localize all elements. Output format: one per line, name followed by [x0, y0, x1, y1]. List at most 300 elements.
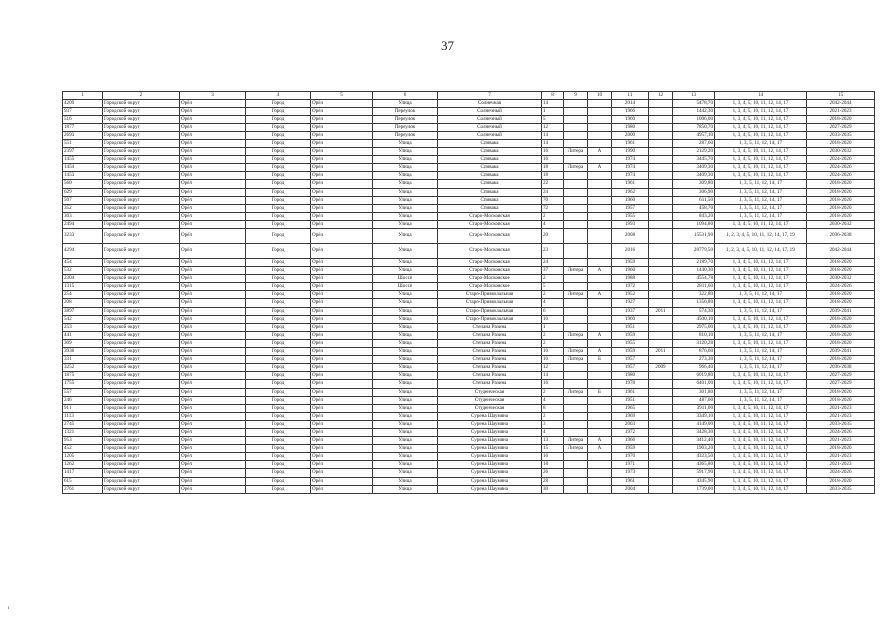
cell-area: 3120,28: [673, 339, 715, 347]
cell-house-number: 10: [542, 348, 564, 356]
cell-work-types: 1, 3, 4, 5, 10, 11, 12, 14, 17: [715, 156, 807, 164]
cell-area: 322,80: [673, 291, 715, 299]
cell-street-type: Шоссе: [373, 283, 438, 291]
cell-work-types: 1, 3, 5, 11, 12, 14, 17: [715, 196, 807, 204]
cell-repair-period: 2018-2020: [807, 445, 875, 453]
cell-settlement-type: Город: [246, 164, 311, 172]
cell-reconstruction-year: [649, 267, 673, 275]
cell-object-id: 253: [63, 323, 103, 331]
cell-work-types: 1, 3, 4, 5, 10, 11, 12, 14, 17: [715, 99, 807, 107]
cell-reconstruction-year: [649, 420, 673, 428]
cell-house-number: 13: [542, 437, 564, 445]
cell-municipality-name: Орёл: [180, 229, 246, 244]
cell-letter-type: Литера: [564, 437, 588, 445]
table-row: [63, 412, 875, 420]
cell-reconstruction-year: [649, 259, 673, 267]
cell-letter-type: [564, 404, 588, 412]
cell-object-id: 2494: [63, 220, 103, 228]
cell-settlement-name: Орёл: [311, 331, 373, 339]
cell-municipality-name: Орёл: [180, 428, 246, 436]
cell-house-number: 23: [542, 244, 564, 259]
table-row: [63, 315, 875, 323]
cell-work-types: 1, 3, 4, 5, 10, 11, 12, 14, 17: [715, 123, 807, 131]
cell-municipality-name: Орёл: [180, 139, 246, 147]
cell-municipality-name: Орёл: [180, 196, 246, 204]
cell-street-name: Солнечный: [438, 107, 542, 115]
cell-municipality-name: Орёл: [180, 275, 246, 283]
cell-area: 4345,90: [673, 477, 715, 485]
cell-municipality-type: Городской округ: [103, 204, 180, 212]
cell-settlement-name: Орёл: [311, 348, 373, 356]
cell-repair-period: 2021-2023: [807, 412, 875, 420]
cell-settlement-name: Орёл: [311, 283, 373, 291]
cell-street-type: Улица: [373, 364, 438, 372]
cell-settlement-name: Орёл: [311, 139, 373, 147]
cell-municipality-type: Городской округ: [103, 469, 180, 477]
cell-municipality-name: Орёл: [180, 291, 246, 299]
table-row: [63, 477, 875, 485]
cell-municipality-type: Городской округ: [103, 107, 180, 115]
cell-municipality-name: Орёл: [180, 299, 246, 307]
cell-municipality-name: Орёл: [180, 307, 246, 315]
cell-street-type: Улица: [373, 404, 438, 412]
cell-house-number: 16: [542, 453, 564, 461]
cell-letter-type: Литера: [564, 388, 588, 396]
cell-work-types: 1, 3, 4, 5, 10, 11, 12, 14, 17: [715, 220, 807, 228]
cell-work-types: 1, 3, 4, 5, 10, 11, 12, 14, 17: [715, 315, 807, 323]
cell-area: 3409,30: [673, 164, 715, 172]
cell-municipality-name: Орёл: [180, 412, 246, 420]
cell-street-name: Сурена Шаумяна: [438, 477, 542, 485]
cell-municipality-type: Городской округ: [103, 188, 180, 196]
cell-work-types: 1, 3, 4, 5, 10, 11, 12, 14, 17: [715, 299, 807, 307]
cell-build-year: 2014: [612, 99, 649, 107]
cell-letter: [588, 212, 612, 220]
cell-area: 4554,78: [673, 275, 715, 283]
cell-build-year: 1960: [612, 315, 649, 323]
cell-street-type: Улица: [373, 148, 438, 156]
cell-letter: [588, 196, 612, 204]
cell-area: 3412,40: [673, 437, 715, 445]
cell-house-number: 4: [542, 299, 564, 307]
cell-municipality-name: Орёл: [180, 180, 246, 188]
cell-municipality-name: Орёл: [180, 420, 246, 428]
cell-house-number: 18: [542, 164, 564, 172]
cell-house-number: 16: [542, 148, 564, 156]
cell-street-name: Спивака: [438, 204, 542, 212]
cell-repair-period: 2033-2035: [807, 420, 875, 428]
cell-reconstruction-year: [649, 372, 673, 380]
cell-build-year: 1959: [612, 331, 649, 339]
cell-settlement-name: Орёл: [311, 323, 373, 331]
cell-municipality-name: Орёл: [180, 283, 246, 291]
column-header-11: 11: [612, 92, 649, 100]
cell-area: 3911,00: [673, 404, 715, 412]
cell-house-number: 14: [542, 139, 564, 147]
cell-street-type: Улица: [373, 372, 438, 380]
cell-settlement-type: Город: [246, 356, 311, 364]
cell-letter-type: [564, 259, 588, 267]
cell-object-id: 1453: [63, 172, 103, 180]
cell-build-year: 1951: [612, 396, 649, 404]
cell-house-number: 2: [542, 331, 564, 339]
cell-settlement-name: Орёл: [311, 469, 373, 477]
column-header-3: 3: [180, 92, 246, 100]
cell-street-name: Старо-Привокзальная: [438, 307, 542, 315]
cell-object-id: 1454: [63, 164, 103, 172]
cell-settlement-name: Орёл: [311, 412, 373, 420]
cell-municipality-name: Орёл: [180, 164, 246, 172]
cell-house-number: 10: [542, 356, 564, 364]
cell-house-number: 6: [542, 307, 564, 315]
cell-reconstruction-year: [649, 148, 673, 156]
cell-house-number: 16: [542, 156, 564, 164]
cell-house-number: 2: [542, 212, 564, 220]
cell-municipality-name: Орёл: [180, 244, 246, 259]
cell-settlement-name: Орёл: [311, 204, 373, 212]
cell-letter-type: [564, 380, 588, 388]
cell-build-year: 1973: [612, 469, 649, 477]
cell-letter: [588, 453, 612, 461]
cell-reconstruction-year: [649, 323, 673, 331]
cell-object-id: 1205: [63, 453, 103, 461]
cell-street-name: Степана Разина: [438, 356, 542, 364]
cell-settlement-type: Город: [246, 348, 311, 356]
cell-municipality-name: Орёл: [180, 212, 246, 220]
cell-street-type: Переулок: [373, 107, 438, 115]
cell-area: 1442,30: [673, 107, 715, 115]
cell-repair-period: 2018-2020: [807, 139, 875, 147]
cell-municipality-type: Городской округ: [103, 283, 180, 291]
cell-build-year: 1974: [612, 172, 649, 180]
cell-reconstruction-year: [649, 204, 673, 212]
cell-build-year: 1959: [612, 445, 649, 453]
cell-reconstruction-year: [649, 437, 673, 445]
cell-street-name: Спивака: [438, 196, 542, 204]
cell-object-id: 560: [63, 180, 103, 188]
cell-settlement-type: Город: [246, 267, 311, 275]
column-header-6: 6: [373, 92, 438, 100]
cell-object-id: 1875: [63, 372, 103, 380]
cell-repair-period: 2024-2026: [807, 156, 875, 164]
cell-street-name: Сурена Шаумяна: [438, 445, 542, 453]
cell-municipality-type: Городской округ: [103, 115, 180, 123]
cell-settlement-type: Город: [246, 275, 311, 283]
cell-area: 309,80: [673, 180, 715, 188]
cell-work-types: 1, 3, 4, 5, 10, 11, 12, 14, 17: [715, 469, 807, 477]
cell-letter: [588, 469, 612, 477]
cell-municipality-type: Городской округ: [103, 380, 180, 388]
cell-settlement-name: Орёл: [311, 172, 373, 180]
cell-municipality-type: Городской округ: [103, 244, 180, 259]
cell-reconstruction-year: [649, 339, 673, 347]
table-row: [63, 437, 875, 445]
cell-settlement-type: Город: [246, 188, 311, 196]
cell-letter-type: [564, 283, 588, 291]
cell-settlement-type: Город: [246, 131, 311, 139]
cell-street-type: Переулок: [373, 123, 438, 131]
cell-letter-type: Литера: [564, 331, 588, 339]
cell-reconstruction-year: [649, 220, 673, 228]
table-row: [63, 420, 875, 428]
cell-street-type: Улица: [373, 339, 438, 347]
cell-reconstruction-year: [649, 469, 673, 477]
cell-municipality-name: Орёл: [180, 331, 246, 339]
cell-reconstruction-year: [649, 99, 673, 107]
cell-letter: [588, 275, 612, 283]
cell-reconstruction-year: [649, 356, 673, 364]
cell-letter: А: [588, 291, 612, 299]
cell-settlement-type: Город: [246, 204, 311, 212]
cell-build-year: 1969: [612, 412, 649, 420]
cell-repair-period: 2018-2020: [807, 331, 875, 339]
cell-object-id: 303: [63, 212, 103, 220]
cell-house-number: 2: [542, 412, 564, 420]
cell-settlement-type: Город: [246, 172, 311, 180]
cell-work-types: 1, 3, 4, 5, 10, 11, 12, 14, 17: [715, 380, 807, 388]
cell-object-id: 352: [63, 204, 103, 212]
cell-reconstruction-year: [649, 453, 673, 461]
cell-house-number: 2: [542, 275, 564, 283]
cell-letter-type: [564, 172, 588, 180]
cell-work-types: 1, 3, 4, 5, 10, 11, 12, 14, 17: [715, 283, 807, 291]
cell-area: 15531,90: [673, 229, 715, 244]
cell-street-type: Улица: [373, 348, 438, 356]
cell-repair-period: 2039-2041: [807, 348, 875, 356]
table-row: [63, 283, 875, 291]
cell-municipality-type: Городской округ: [103, 196, 180, 204]
cell-object-id: 1417: [63, 469, 103, 477]
cell-letter: [588, 244, 612, 259]
cell-repair-period: 2018-2020: [807, 212, 875, 220]
cell-letter-type: [564, 212, 588, 220]
cell-letter: [588, 428, 612, 436]
cell-municipality-type: Городской округ: [103, 348, 180, 356]
housing-register-table: [62, 91, 875, 494]
cell-build-year: 1961: [612, 477, 649, 485]
cell-municipality-name: Орёл: [180, 348, 246, 356]
cell-letter: [588, 131, 612, 139]
cell-letter-type: [564, 123, 588, 131]
cell-municipality-type: Городской округ: [103, 180, 180, 188]
cell-street-name: Старо-Московская: [438, 229, 542, 244]
cell-letter: А: [588, 437, 612, 445]
cell-work-types: 1, 3, 4, 5, 10, 11, 12, 14, 17: [715, 267, 807, 275]
cell-municipality-type: Городской округ: [103, 445, 180, 453]
cell-repair-period: 2018-2020: [807, 477, 875, 485]
cell-reconstruction-year: [649, 196, 673, 204]
cell-street-type: Улица: [373, 307, 438, 315]
cell-object-id: 441: [63, 331, 103, 339]
cell-repair-period: 2027-2029: [807, 123, 875, 131]
cell-street-name: Студенческая: [438, 396, 542, 404]
cell-object-id: 532: [63, 267, 103, 275]
cell-build-year: 1965: [612, 404, 649, 412]
cell-letter-type: [564, 115, 588, 123]
cell-municipality-name: Орёл: [180, 156, 246, 164]
cell-street-type: Улица: [373, 485, 438, 493]
cell-street-type: Переулок: [373, 131, 438, 139]
table-row: [63, 229, 875, 244]
cell-work-types: 1, 3, 4, 5, 10, 11, 12, 14, 17: [715, 445, 807, 453]
cell-house-number: 2: [542, 339, 564, 347]
cell-municipality-type: Городской округ: [103, 267, 180, 275]
cell-street-name: Старо-Московское: [438, 275, 542, 283]
cell-street-name: Студенческая: [438, 388, 542, 396]
cell-settlement-name: Орёл: [311, 477, 373, 485]
table-row: [63, 299, 875, 307]
cell-street-type: Улица: [373, 388, 438, 396]
cell-settlement-name: Орёл: [311, 267, 373, 275]
cell-settlement-name: Орёл: [311, 404, 373, 412]
cell-house-number: 5: [542, 283, 564, 291]
cell-reconstruction-year: [649, 180, 673, 188]
cell-repair-period: 2018-2020: [807, 315, 875, 323]
cell-street-name: Спивака: [438, 188, 542, 196]
cell-build-year: 1959: [612, 348, 649, 356]
cell-municipality-type: Городской округ: [103, 259, 180, 267]
cell-letter: [588, 339, 612, 347]
cell-house-number: 14: [542, 99, 564, 107]
table-row: [63, 275, 875, 283]
cell-build-year: 2008: [612, 229, 649, 244]
column-header-8: 8: [542, 92, 564, 100]
cell-municipality-name: Орёл: [180, 339, 246, 347]
cell-municipality-type: Городской округ: [103, 172, 180, 180]
cell-settlement-name: Орёл: [311, 244, 373, 259]
cell-municipality-type: Городской округ: [103, 307, 180, 315]
cell-reconstruction-year: [649, 115, 673, 123]
cell-object-id: 507: [63, 196, 103, 204]
cell-repair-period: 2018-2020: [807, 356, 875, 364]
cell-letter-type: [564, 372, 588, 380]
cell-settlement-type: Город: [246, 315, 311, 323]
cell-municipality-name: Орёл: [180, 99, 246, 107]
cell-letter: [588, 307, 612, 315]
table-row: [63, 307, 875, 315]
cell-letter-type: [564, 156, 588, 164]
cell-settlement-name: Орёл: [311, 291, 373, 299]
cell-settlement-type: Город: [246, 283, 311, 291]
table-row: [63, 244, 875, 259]
cell-street-type: Улица: [373, 299, 438, 307]
cell-settlement-name: Орёл: [311, 188, 373, 196]
cell-build-year: 1960: [612, 196, 649, 204]
cell-work-types: 1, 3, 4, 5, 10, 11, 12, 14, 17: [715, 428, 807, 436]
cell-letter-type: [564, 420, 588, 428]
cell-municipality-name: Орёл: [180, 372, 246, 380]
cell-letter-type: [564, 453, 588, 461]
cell-repair-period: 2018-2020: [807, 259, 875, 267]
cell-settlement-name: Орёл: [311, 275, 373, 283]
cell-settlement-name: Орёл: [311, 123, 373, 131]
cell-area: 487,60: [673, 396, 715, 404]
cell-settlement-type: Город: [246, 485, 311, 493]
cell-settlement-name: Орёл: [311, 164, 373, 172]
cell-house-number: 22: [542, 180, 564, 188]
cell-letter: А: [588, 164, 612, 172]
cell-settlement-name: Орёл: [311, 388, 373, 396]
cell-street-name: Солнечный: [438, 123, 542, 131]
cell-work-types: 1, 3, 5, 11, 12, 14, 17: [715, 212, 807, 220]
cell-house-number: 18: [542, 172, 564, 180]
cell-settlement-type: Город: [246, 148, 311, 156]
cell-street-name: Степана Разина: [438, 348, 542, 356]
cell-letter: [588, 229, 612, 244]
cell-object-id: 2745: [63, 420, 103, 428]
cell-municipality-name: Орёл: [180, 259, 246, 267]
cell-street-name: Старо-Привокзальная: [438, 315, 542, 323]
cell-municipality-type: Городской округ: [103, 275, 180, 283]
cell-settlement-type: Город: [246, 107, 311, 115]
cell-letter: [588, 115, 612, 123]
cell-settlement-name: Орёл: [311, 99, 373, 107]
cell-object-id: 254: [63, 291, 103, 299]
page-number: 37: [441, 38, 454, 53]
cell-repair-period: 2018-2020: [807, 267, 875, 275]
cell-build-year: 1974: [612, 156, 649, 164]
cell-repair-period: 2021-2023: [807, 107, 875, 115]
cell-reconstruction-year: [649, 172, 673, 180]
cell-municipality-name: Орёл: [180, 107, 246, 115]
cell-object-id: 2693: [63, 131, 103, 139]
cell-settlement-type: Город: [246, 453, 311, 461]
cell-object-id: 1321: [63, 428, 103, 436]
cell-repair-period: 2021-2023: [807, 461, 875, 469]
cell-settlement-name: Орёл: [311, 131, 373, 139]
cell-municipality-type: Городской округ: [103, 461, 180, 469]
cell-object-id: 1455: [63, 156, 103, 164]
cell-area: 4957,10: [673, 131, 715, 139]
table-row: [63, 139, 875, 147]
cell-repair-period: 2021-2023: [807, 437, 875, 445]
cell-settlement-name: Орёл: [311, 220, 373, 228]
table-row: [63, 107, 875, 115]
cell-house-number: 30: [542, 485, 564, 493]
cell-municipality-name: Орёл: [180, 437, 246, 445]
cell-letter: [588, 485, 612, 493]
cell-build-year: 1966: [612, 107, 649, 115]
cell-build-year: 1972: [612, 428, 649, 436]
table-row: [63, 156, 875, 164]
cell-build-year: 1951: [612, 323, 649, 331]
cell-settlement-type: Город: [246, 372, 311, 380]
cell-municipality-type: Городской округ: [103, 356, 180, 364]
cell-street-name: Спивака: [438, 139, 542, 147]
cell-letter: [588, 188, 612, 196]
cell-work-types: 1, 3, 4, 5, 10, 11, 12, 14, 17: [715, 115, 807, 123]
cell-settlement-name: Орёл: [311, 180, 373, 188]
cell-repair-period: 2018-2020: [807, 188, 875, 196]
cell-street-name: Солнечный: [438, 131, 542, 139]
cell-settlement-type: Город: [246, 469, 311, 477]
cell-object-id: 551: [63, 139, 103, 147]
cell-municipality-name: Орёл: [180, 396, 246, 404]
cell-work-types: 1, 3, 4, 5, 10, 11, 12, 14, 17: [715, 477, 807, 485]
cell-letter: [588, 283, 612, 291]
cell-work-types: 1, 3, 4, 5, 10, 11, 12, 14, 17: [715, 485, 807, 493]
cell-object-id: 1755: [63, 380, 103, 388]
cell-object-id: 1262: [63, 461, 103, 469]
table-row: [63, 323, 875, 331]
cell-settlement-name: Орёл: [311, 259, 373, 267]
cell-street-name: Старо-Московская: [438, 267, 542, 275]
table-row: [63, 180, 875, 188]
cell-work-types: 1, 3, 4, 5, 10, 11, 12, 14, 17: [715, 404, 807, 412]
cell-street-name: Старо-Московская: [438, 220, 542, 228]
cell-work-types: 1, 3, 5, 11, 12, 14, 17: [715, 348, 807, 356]
cell-area: 876,60: [673, 348, 715, 356]
